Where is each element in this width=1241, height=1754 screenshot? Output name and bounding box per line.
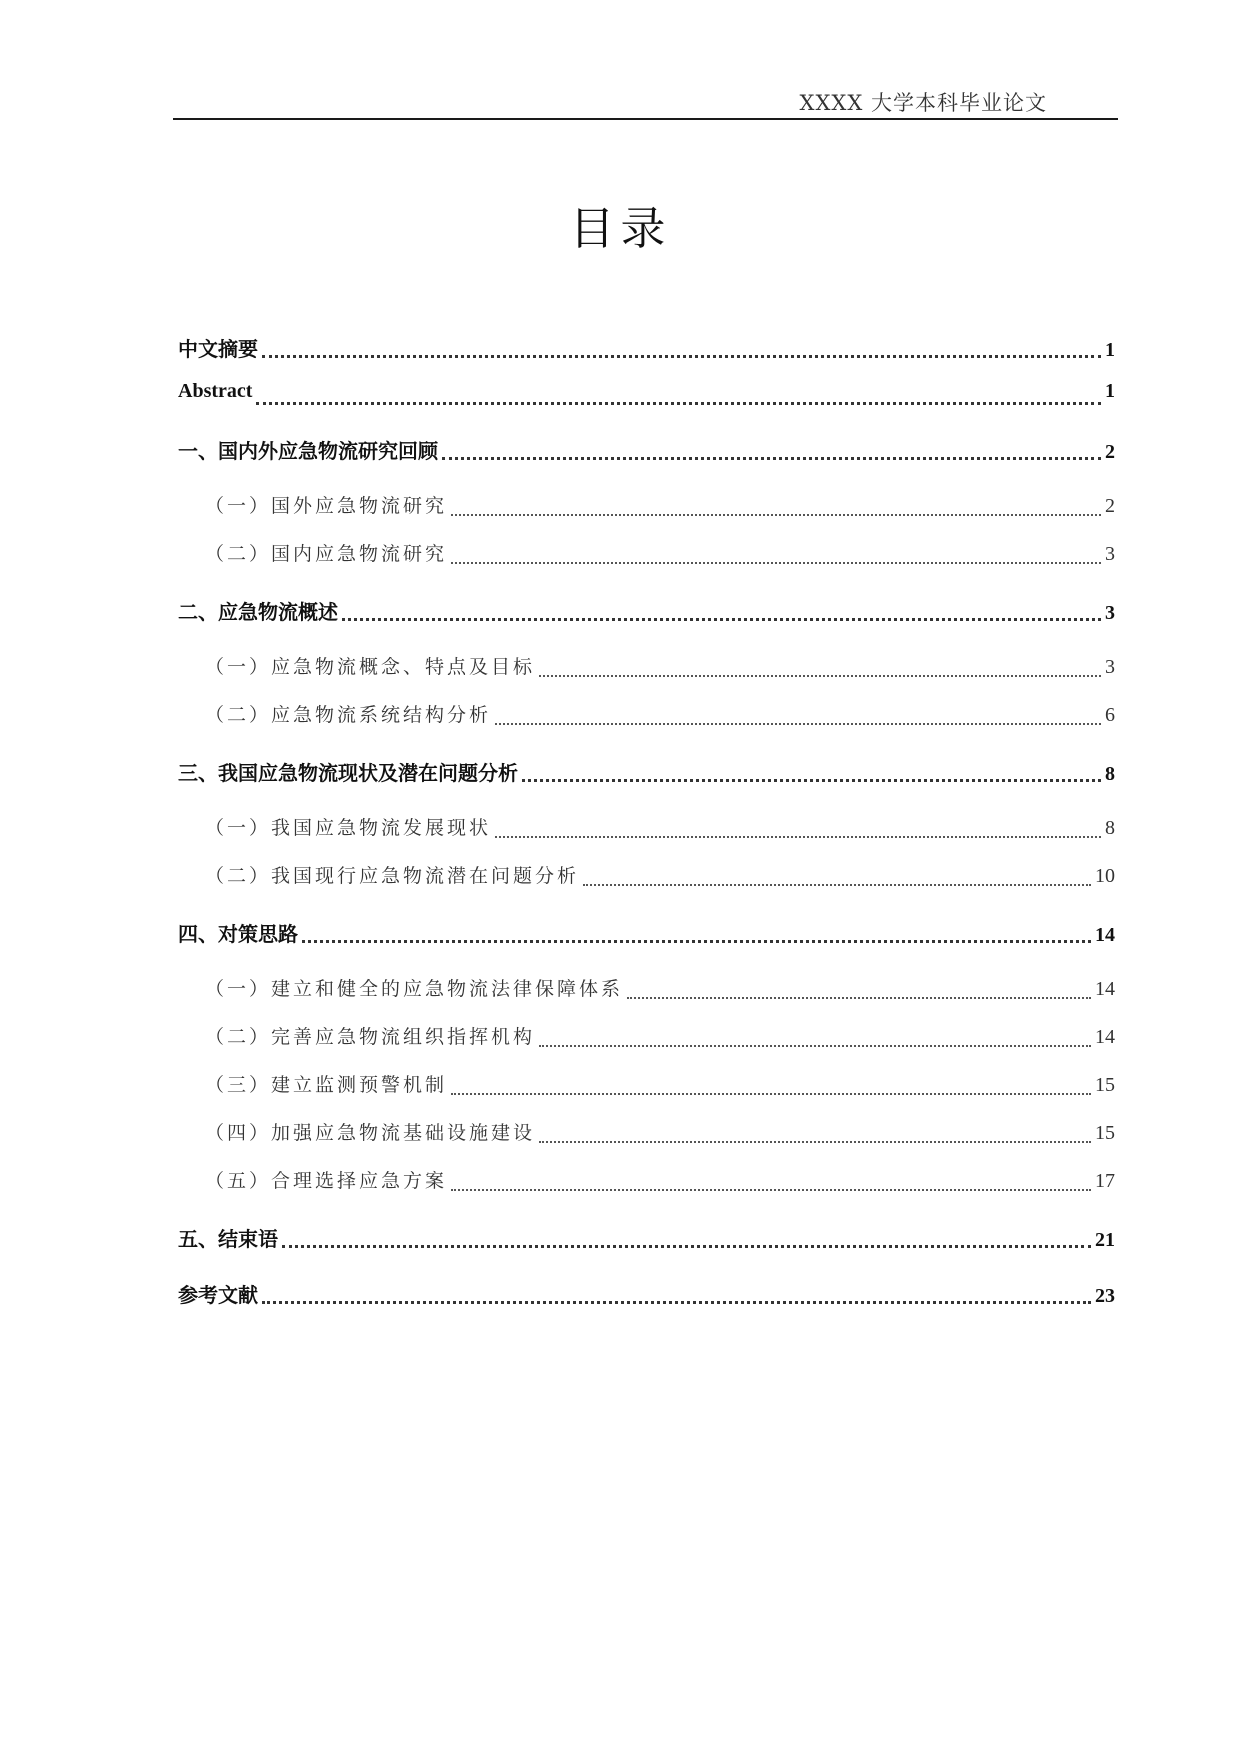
toc-entry-label: （五）合理选择应急方案 — [205, 1170, 448, 1192]
toc-entry-label: Abstract — [178, 380, 253, 402]
toc-dot-leader — [539, 1141, 1091, 1143]
toc-dot-leader — [495, 723, 1101, 725]
toc-dot-leader — [539, 1045, 1091, 1047]
toc-page-number: 1 — [1105, 380, 1115, 402]
toc-entry-label: （二）我国现行应急物流潜在问题分析 — [205, 865, 580, 887]
toc-entry[interactable] — [205, 700, 1115, 734]
toc-entry[interactable] — [205, 1022, 1115, 1056]
toc-dot-leader — [522, 779, 1101, 782]
toc-page-number: 21 — [1095, 1229, 1115, 1251]
toc-page-number: 8 — [1105, 763, 1115, 785]
toc-entry-label: （二）完善应急物流组织指挥机构 — [205, 1026, 536, 1048]
toc-page-number: 14 — [1095, 1026, 1115, 1048]
toc-entry[interactable] — [178, 380, 1115, 414]
toc-entry[interactable] — [205, 491, 1115, 525]
toc-entry-label: （一）我国应急物流发展现状 — [205, 817, 492, 839]
toc-dot-leader — [302, 940, 1091, 943]
toc-entry[interactable] — [205, 1118, 1115, 1152]
toc-dot-leader — [451, 562, 1101, 564]
running-header-title: XXXX 大学本科毕业论文 — [799, 91, 1047, 115]
toc-dot-leader — [627, 997, 1091, 999]
toc-page-number: 14 — [1095, 978, 1115, 1000]
toc-dot-leader — [256, 402, 1101, 405]
toc-dot-leader — [282, 1245, 1091, 1248]
toc-entry[interactable] — [205, 974, 1115, 1008]
toc-entry-label: （一）建立和健全的应急物流法律保障体系 — [205, 978, 624, 1000]
toc-dot-leader — [451, 514, 1101, 516]
toc-dot-leader — [262, 1301, 1091, 1304]
toc-page-number: 3 — [1105, 656, 1115, 678]
toc-entry-label: （四）加强应急物流基础设施建设 — [205, 1122, 536, 1144]
header-divider — [173, 118, 1118, 120]
toc-entry[interactable] — [205, 539, 1115, 573]
toc-entry-label: 三、我国应急物流现状及潜在问题分析 — [178, 761, 518, 785]
toc-dot-leader — [451, 1093, 1091, 1095]
toc-entry[interactable] — [178, 333, 1115, 367]
toc-entry-label: 一、国内外应急物流研究回顾 — [178, 439, 438, 463]
toc-dot-leader — [262, 355, 1101, 358]
toc-dot-leader — [583, 884, 1091, 886]
toc-entry[interactable] — [205, 813, 1115, 847]
toc-page-number: 2 — [1105, 441, 1115, 463]
toc-page-number: 3 — [1105, 543, 1115, 565]
toc-page-number: 17 — [1095, 1170, 1115, 1192]
toc-page-number: 2 — [1105, 495, 1115, 517]
toc-dot-leader — [342, 618, 1101, 621]
toc-page-number: 10 — [1095, 865, 1115, 887]
toc-entry-label: 参考文献 — [178, 1283, 258, 1307]
toc-entry[interactable] — [178, 435, 1115, 469]
toc-page-number: 1 — [1105, 339, 1115, 361]
toc-entry-label: 四、对策思路 — [178, 922, 298, 946]
toc-entry[interactable] — [178, 918, 1115, 952]
toc-entry[interactable] — [205, 861, 1115, 895]
toc-entry-label: （二）应急物流系统结构分析 — [205, 704, 492, 726]
toc-dot-leader — [495, 836, 1101, 838]
toc-entry[interactable] — [205, 1166, 1115, 1200]
toc-entry-label: 中文摘要 — [178, 337, 258, 361]
toc-entry[interactable] — [178, 757, 1115, 791]
toc-page-number: 15 — [1095, 1074, 1115, 1096]
toc-page-number: 15 — [1095, 1122, 1115, 1144]
toc-entry-label: 二、应急物流概述 — [178, 600, 338, 624]
toc-entry[interactable] — [205, 652, 1115, 686]
toc-entry-label: 五、结束语 — [178, 1227, 278, 1251]
toc-dot-leader — [451, 1189, 1091, 1191]
toc-entry-label: （三）建立监测预警机制 — [205, 1074, 448, 1096]
toc-page-number: 14 — [1095, 924, 1115, 946]
toc-dot-leader — [442, 457, 1101, 460]
toc-page-number: 8 — [1105, 817, 1115, 839]
toc-dot-leader — [539, 675, 1101, 677]
toc-entry[interactable] — [178, 1279, 1115, 1313]
toc-entry[interactable] — [178, 1223, 1115, 1257]
toc-entry[interactable] — [205, 1070, 1115, 1104]
toc-entry-label: （一）国外应急物流研究 — [205, 495, 448, 517]
toc-entry-label: （二）国内应急物流研究 — [205, 543, 448, 565]
toc-page-number: 3 — [1105, 602, 1115, 624]
toc-page-number: 6 — [1105, 704, 1115, 726]
page-title: 目录 — [569, 202, 672, 255]
toc-page-number: 23 — [1095, 1285, 1115, 1307]
toc-entry[interactable] — [178, 596, 1115, 630]
toc-entry-label: （一）应急物流概念、特点及目标 — [205, 656, 536, 678]
